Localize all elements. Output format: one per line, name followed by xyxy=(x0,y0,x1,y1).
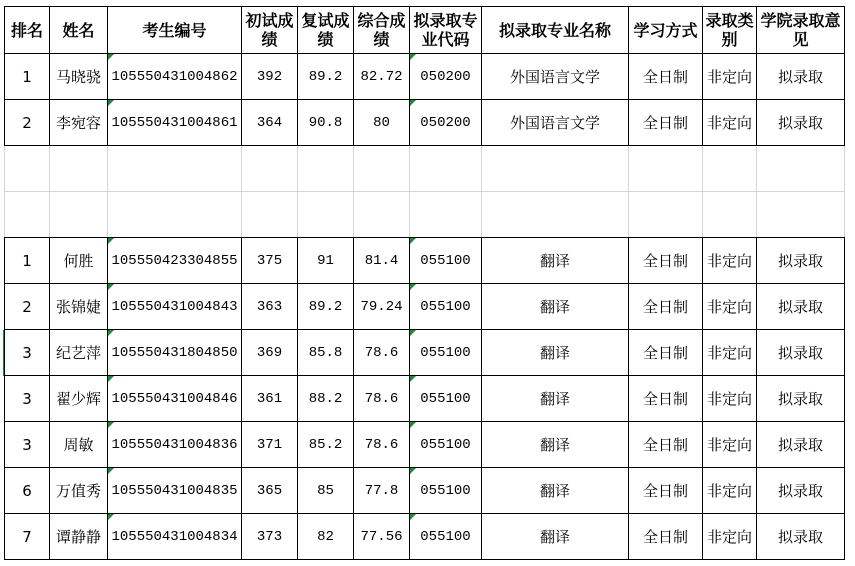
empty-cell[interactable] xyxy=(242,192,298,238)
cell-college-opinion[interactable]: 拟录取 xyxy=(757,54,845,100)
cell-rank[interactable]: 1 xyxy=(5,54,50,100)
cell-total-score[interactable]: 78.6 xyxy=(354,376,410,422)
header-rank: 排名 xyxy=(5,7,50,54)
cell-major-code[interactable]: 055100 xyxy=(410,422,482,468)
cell-total-score[interactable]: 78.6 xyxy=(354,422,410,468)
cell-college-opinion[interactable]: 拟录取 xyxy=(757,238,845,284)
cell-initial-score[interactable]: 361 xyxy=(242,376,298,422)
cell-name[interactable]: 马晓骁 xyxy=(50,54,108,100)
table-row xyxy=(5,284,845,330)
cell-college-opinion[interactable]: 拟录取 xyxy=(757,376,845,422)
cell-major-name[interactable]: 翻译 xyxy=(482,468,629,514)
cell-initial-score[interactable]: 363 xyxy=(242,284,298,330)
cell-retest-score[interactable]: 89.2 xyxy=(298,54,354,100)
cell-retest-score[interactable]: 89.2 xyxy=(298,284,354,330)
table-row xyxy=(5,514,845,560)
header-exam-id: 考生编号 xyxy=(108,7,242,54)
header-college-opinion: 学院录取意见 xyxy=(757,7,845,54)
empty-cell[interactable] xyxy=(410,192,482,238)
cell-admission-type[interactable]: 非定向 xyxy=(703,514,757,560)
empty-cell[interactable] xyxy=(629,146,703,192)
cell-total-score[interactable]: 82.72 xyxy=(354,54,410,100)
cell-major-name[interactable]: 翻译 xyxy=(482,514,629,560)
blank-row xyxy=(5,192,845,238)
cell-college-opinion[interactable]: 拟录取 xyxy=(757,330,845,376)
cell-retest-score[interactable]: 91 xyxy=(298,238,354,284)
cell-admission-type[interactable]: 非定向 xyxy=(703,100,757,146)
empty-cell[interactable] xyxy=(629,192,703,238)
cell-rank[interactable]: 3 xyxy=(5,422,50,468)
table-row xyxy=(5,330,845,376)
cell-retest-score[interactable]: 82 xyxy=(298,514,354,560)
cell-name[interactable]: 万值秀 xyxy=(50,468,108,514)
cell-study-mode[interactable]: 全日制 xyxy=(629,54,703,100)
cell-major-name[interactable]: 外国语言文学 xyxy=(482,100,629,146)
header-study-mode: 学习方式 xyxy=(629,7,703,54)
cell-study-mode[interactable]: 全日制 xyxy=(629,422,703,468)
cell-name[interactable]: 谭静静 xyxy=(50,514,108,560)
cell-rank[interactable]: 2 xyxy=(5,284,50,330)
header-major-name: 拟录取专业名称 xyxy=(482,7,629,54)
cell-exam-id[interactable]: 105550431004834 xyxy=(108,514,242,560)
empty-cell[interactable] xyxy=(354,192,410,238)
cell-study-mode[interactable]: 全日制 xyxy=(629,238,703,284)
cell-name[interactable]: 何胜 xyxy=(50,238,108,284)
header-initial-score: 初试成绩 xyxy=(242,7,298,54)
empty-cell[interactable] xyxy=(482,146,629,192)
header-row xyxy=(5,7,845,54)
cell-total-score[interactable]: 77.56 xyxy=(354,514,410,560)
cell-admission-type[interactable]: 非定向 xyxy=(703,376,757,422)
cell-admission-type[interactable]: 非定向 xyxy=(703,284,757,330)
cell-rank[interactable]: 7 xyxy=(5,514,50,560)
cell-exam-id[interactable]: 105550431004861 xyxy=(108,100,242,146)
cell-exam-id[interactable]: 105550423304855 xyxy=(108,238,242,284)
header-total-score: 综合成绩 xyxy=(354,7,410,54)
empty-cell[interactable] xyxy=(703,146,757,192)
cell-initial-score[interactable]: 365 xyxy=(242,468,298,514)
cell-study-mode[interactable]: 全日制 xyxy=(629,468,703,514)
cell-admission-type[interactable]: 非定向 xyxy=(703,468,757,514)
table-row xyxy=(5,54,845,100)
empty-cell[interactable] xyxy=(242,146,298,192)
table-row xyxy=(5,238,845,284)
empty-cell[interactable] xyxy=(410,146,482,192)
cell-major-code[interactable]: 050200 xyxy=(410,54,482,100)
cell-college-opinion[interactable]: 拟录取 xyxy=(757,422,845,468)
cell-major-code[interactable]: 055100 xyxy=(410,284,482,330)
cell-exam-id[interactable]: 105550431004843 xyxy=(108,284,242,330)
empty-cell[interactable] xyxy=(50,192,108,238)
cell-name[interactable]: 纪艺萍 xyxy=(50,330,108,376)
cell-college-opinion[interactable]: 拟录取 xyxy=(757,468,845,514)
cell-exam-id[interactable]: 105550431804850 xyxy=(108,330,242,376)
empty-cell[interactable] xyxy=(482,192,629,238)
cell-rank[interactable]: 6 xyxy=(5,468,50,514)
cell-study-mode[interactable]: 全日制 xyxy=(629,514,703,560)
cell-admission-type[interactable]: 非定向 xyxy=(703,54,757,100)
cell-rank[interactable]: 1 xyxy=(5,238,50,284)
cell-total-score[interactable]: 78.6 xyxy=(354,330,410,376)
header-major-code: 拟录取专业代码 xyxy=(410,7,482,54)
cell-total-score[interactable]: 79.24 xyxy=(354,284,410,330)
empty-cell[interactable] xyxy=(108,146,242,192)
empty-cell[interactable] xyxy=(108,192,242,238)
cell-retest-score[interactable]: 90.8 xyxy=(298,100,354,146)
cell-initial-score[interactable]: 364 xyxy=(242,100,298,146)
cell-major-code[interactable]: 055100 xyxy=(410,468,482,514)
cell-major-name[interactable]: 翻译 xyxy=(482,238,629,284)
cell-exam-id[interactable]: 105550431004835 xyxy=(108,468,242,514)
table-row xyxy=(5,468,845,514)
cell-initial-score[interactable]: 392 xyxy=(242,54,298,100)
cell-study-mode[interactable]: 全日制 xyxy=(629,330,703,376)
header-retest-score: 复试成绩 xyxy=(298,7,354,54)
empty-cell[interactable] xyxy=(5,192,50,238)
cell-admission-type[interactable]: 非定向 xyxy=(703,238,757,284)
cell-initial-score[interactable]: 375 xyxy=(242,238,298,284)
header-admission-type: 录取类别 xyxy=(703,7,757,54)
cell-major-name[interactable]: 翻译 xyxy=(482,376,629,422)
cell-rank[interactable]: 3 xyxy=(5,330,50,376)
cell-major-name[interactable]: 翻译 xyxy=(482,284,629,330)
cell-college-opinion[interactable]: 拟录取 xyxy=(757,514,845,560)
cell-initial-score[interactable]: 371 xyxy=(242,422,298,468)
cell-name[interactable]: 翟少辉 xyxy=(50,376,108,422)
cell-retest-score[interactable]: 85 xyxy=(298,468,354,514)
cell-major-code[interactable]: 055100 xyxy=(410,238,482,284)
cell-major-name[interactable]: 翻译 xyxy=(482,330,629,376)
cell-major-code[interactable]: 055100 xyxy=(410,514,482,560)
cell-major-name[interactable]: 外国语言文学 xyxy=(482,54,629,100)
empty-cell[interactable] xyxy=(298,192,354,238)
cell-study-mode[interactable]: 全日制 xyxy=(629,100,703,146)
blank-row xyxy=(5,146,845,192)
cell-retest-score[interactable]: 85.2 xyxy=(298,422,354,468)
cell-exam-id[interactable]: 105550431004846 xyxy=(108,376,242,422)
table-row xyxy=(5,422,845,468)
empty-cell[interactable] xyxy=(757,146,845,192)
cell-admission-type[interactable]: 非定向 xyxy=(703,422,757,468)
cell-admission-type[interactable]: 非定向 xyxy=(703,330,757,376)
empty-cell[interactable] xyxy=(757,192,845,238)
cell-major-code[interactable]: 055100 xyxy=(410,330,482,376)
empty-cell[interactable] xyxy=(703,192,757,238)
empty-cell[interactable] xyxy=(5,146,50,192)
empty-cell[interactable] xyxy=(354,146,410,192)
header-name: 姓名 xyxy=(50,7,108,54)
cell-initial-score[interactable]: 373 xyxy=(242,514,298,560)
table-row xyxy=(5,100,845,146)
cell-major-code[interactable]: 055100 xyxy=(410,376,482,422)
empty-cell[interactable] xyxy=(50,146,108,192)
cell-major-name[interactable]: 翻译 xyxy=(482,422,629,468)
cell-retest-score[interactable]: 85.8 xyxy=(298,330,354,376)
cell-study-mode[interactable]: 全日制 xyxy=(629,376,703,422)
cell-rank[interactable]: 2 xyxy=(5,100,50,146)
cell-college-opinion[interactable]: 拟录取 xyxy=(757,284,845,330)
cell-exam-id[interactable]: 105550431004836 xyxy=(108,422,242,468)
cell-name[interactable]: 周敏 xyxy=(50,422,108,468)
cell-total-score[interactable]: 80 xyxy=(354,100,410,146)
cell-total-score[interactable]: 77.8 xyxy=(354,468,410,514)
cell-rank[interactable]: 3 xyxy=(5,376,50,422)
table-row xyxy=(5,376,845,422)
cell-retest-score[interactable]: 88.2 xyxy=(298,376,354,422)
admission-table xyxy=(4,6,845,560)
cell-name[interactable]: 张锦婕 xyxy=(50,284,108,330)
cell-college-opinion[interactable]: 拟录取 xyxy=(757,100,845,146)
cell-exam-id[interactable]: 105550431004862 xyxy=(108,54,242,100)
cell-name[interactable]: 李宛容 xyxy=(50,100,108,146)
cell-major-code[interactable]: 050200 xyxy=(410,100,482,146)
cell-study-mode[interactable]: 全日制 xyxy=(629,284,703,330)
cell-initial-score[interactable]: 369 xyxy=(242,330,298,376)
cell-total-score[interactable]: 81.4 xyxy=(354,238,410,284)
empty-cell[interactable] xyxy=(298,146,354,192)
